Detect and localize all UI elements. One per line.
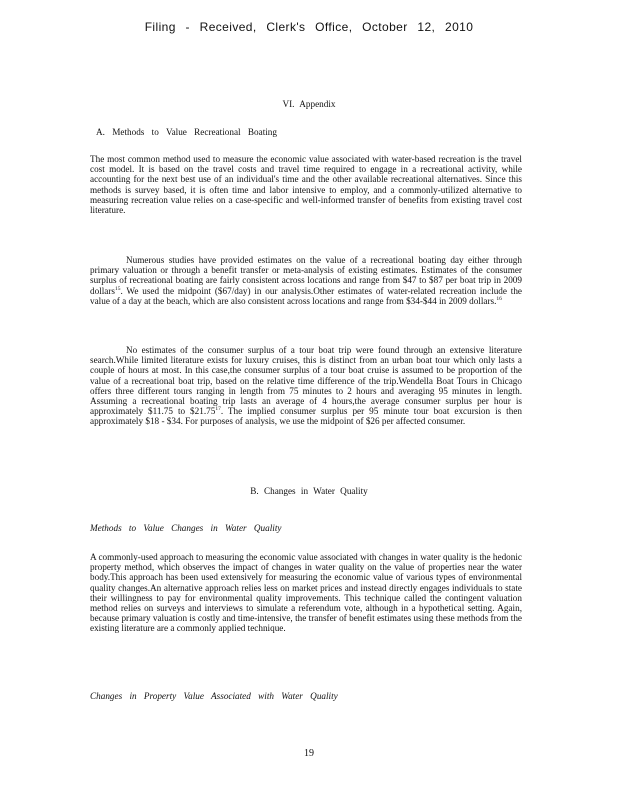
paragraph-3-text-part-2: . The implied consumer surplus per 95 minute tour boat excursion is then approximately $18 - $34. For purposes of analysis, we use the midpoint of $26 per affected consumer.	[90, 406, 522, 427]
section-b-subheading: Methods to Value Changes in Water Quality	[90, 523, 282, 533]
section-a-heading: A. Methods to Value Recreational Boating	[96, 127, 277, 137]
filing-stamp-header: Filing - Received, Clerk's Office, October 12, 2010	[144, 20, 474, 34]
page-number: 19	[304, 748, 314, 759]
footnote-marker-17: 17	[215, 406, 221, 413]
paragraph-2-text-part-1: Numerous studies have provided estimates on the value of a recreational boating day either through primary valuation or through a benefit transfer or meta-analysis of existing estimates. Estimates of the consumer surplus of recreational boating are fairly consistent across locations and range from $47 to $87 per boat trip in 2009 dollars	[90, 255, 522, 296]
section-b-paragraph-1: A commonly-used approach to measuring the economic value associated with changes in water quality is the hedonic property method, which observes the impact of changes in water quality on the value of properties near the water body.This approach has been used extensively for measuring the economic value of various types of environmental quality changes.An alternative approach relies less on market prices and instead directly engages individuals to state their willingness to pay for environmental quality improvements. This technique called the contingent valuation method relies on surveys and interviews to simulate a referendum vote, although in a hypothetical setting. Again, because primary valuation is costly and time-intensive, the transfer of benefit estimates using these methods from the existing literature are a commonly applied technique.	[90, 552, 522, 634]
footnote-marker-16: 16	[496, 295, 502, 302]
appendix-title: VI. Appendix	[282, 99, 336, 109]
section-a-paragraph-2	[90, 255, 522, 306]
section-b-heading: B. Changes in Water Quality	[250, 486, 368, 496]
paragraph-3-text-part-1: No estimates of the consumer surplus of a tour boat trip were found through an extensive literature search.While limited literature exists for luxury cruises, this is distinct from an urban boat tour which only lasts a couple of hours at most. In this case,the consumer surplus of a tour boat cruise is assumed to be proportion of the value of a recreational boat trip, based on the relative time difference of the trip.Wendella Boat Tours in Chicago offers three different tours ranging in length from 75 minutes to 2 hours and averaging 95 minutes in length. Assuming a recreational boating trip lasts an average of 4 hours,the average consumer surplus per hour is approximately $11.75 to $21.75	[90, 345, 522, 417]
paragraph-2-text-part-2: . We used the midpoint ($67/day) in our analysis.Other estimates of water-related recreation include the value of a day at the beach, which are also consistent across locations and range from $34-$44 in 2009 dollars.	[90, 285, 522, 306]
footnote-marker-15: 15	[115, 285, 121, 292]
section-a-paragraph-1: The most common method used to measure the economic value associated with water-based recreation is the travel cost model. It is based on the travel costs and travel time required to engage in a recreational activity, while accounting for the next best use of an individual's time and the other available recreational alternatives. Since this methods is survey based, it is often time and labor intensive to employ, and a commonly-utilized alternative to measuring recreation value relies on a case-specific and well-informed transfer of benefits from existing travel cost literature.	[90, 154, 522, 216]
section-a-paragraph-3	[90, 345, 522, 427]
section-b-subheading-2: Changes in Property Value Associated with Water Quality	[90, 691, 338, 701]
